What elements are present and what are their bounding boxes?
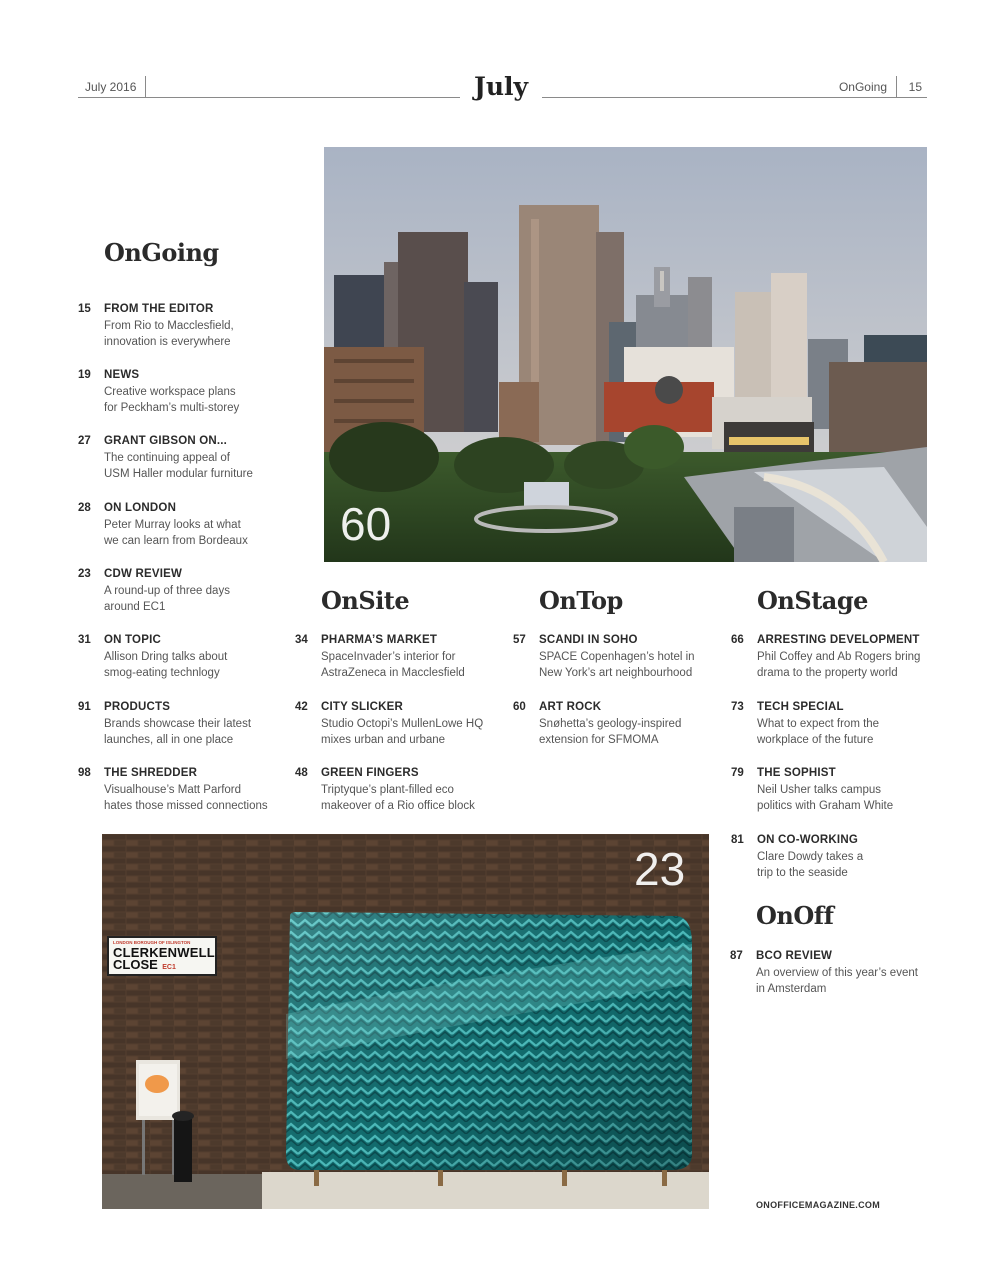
entry-description: in Amsterdam xyxy=(756,983,827,995)
entry-title: GREEN FINGERS xyxy=(321,767,419,779)
toc-entry[interactable] xyxy=(731,832,931,882)
entry-title: THE SHREDDER xyxy=(104,767,198,779)
entry-description: politics with Graham White xyxy=(757,800,894,812)
photo-page-number: 23 xyxy=(634,843,686,895)
entry-page-number: 48 xyxy=(295,767,308,779)
entry-description: trip to the seaside xyxy=(757,867,848,879)
entry-description: mixes urban and urbane xyxy=(321,734,446,746)
toc-entry[interactable] xyxy=(295,765,495,815)
entry-description: Visualhouse’s Matt Parford xyxy=(104,783,242,796)
entry-title: THE SOPHIST xyxy=(757,767,836,779)
entry-description: drama to the property world xyxy=(757,667,898,679)
entry-description: launches, all in one place xyxy=(104,734,234,746)
toc-entry[interactable] xyxy=(731,699,931,749)
street-sign-code: EC1 xyxy=(162,964,176,971)
entry-description: SPACE Copenhagen’s hotel in xyxy=(539,650,695,663)
entry-description: Triptyque’s plant-filled eco xyxy=(321,783,454,796)
entry-description: workplace of the future xyxy=(757,734,874,746)
entry-title: CDW REVIEW xyxy=(104,568,183,580)
entry-description: USM Haller modular furniture xyxy=(104,468,253,480)
entry-page-number: 34 xyxy=(295,634,308,646)
street-sign-line2: CLOSE xyxy=(113,957,158,972)
brick-wall-installation-photo[interactable] xyxy=(102,834,709,1209)
city-skyline-illustration xyxy=(324,147,927,562)
street-sign-borough: LONDON BOROUGH OF ISLINGTON xyxy=(113,940,191,945)
entry-title: BCO REVIEW xyxy=(756,950,833,962)
toc-entry[interactable] xyxy=(78,699,278,749)
entry-description: From Rio to Macclesfield, xyxy=(104,319,234,332)
entry-page-number: 91 xyxy=(78,701,91,713)
entry-page-number: 98 xyxy=(78,767,91,779)
toc-entry[interactable] xyxy=(78,301,278,351)
entry-description: Studio Octopi’s MullenLowe HQ xyxy=(321,717,484,730)
entry-title: CITY SLICKER xyxy=(321,701,404,713)
entry-description: makeover of a Rio office block xyxy=(321,800,475,812)
header-divider xyxy=(145,76,146,98)
street-sign xyxy=(107,936,217,976)
entry-description: Brands showcase their latest xyxy=(104,717,252,730)
section-heading-onstage: OnStage xyxy=(757,586,868,615)
entry-page-number: 27 xyxy=(78,435,91,447)
toc-entry[interactable] xyxy=(78,566,278,616)
entry-description: AstraZeneca in Macclesfield xyxy=(321,667,465,679)
entry-description: New York’s art neighbourhood xyxy=(539,667,693,679)
entry-description: Phil Coffey and Ab Rogers bring xyxy=(757,650,921,663)
entry-title: ON CO-WORKING xyxy=(757,834,858,846)
entry-description: for Peckham’s multi-storey xyxy=(104,402,240,414)
entry-page-number: 60 xyxy=(513,701,526,713)
footer-website[interactable]: ONOFFICEMAGAZINE.COM xyxy=(756,1200,880,1210)
toc-entry[interactable] xyxy=(78,367,278,417)
toc-entry[interactable] xyxy=(295,632,495,682)
entry-description: The continuing appeal of xyxy=(104,451,230,464)
entry-description: extension for SFMOMA xyxy=(539,734,659,746)
entry-title: GRANT GIBSON ON... xyxy=(104,435,228,447)
toc-entry[interactable] xyxy=(731,765,931,815)
entry-page-number: 81 xyxy=(731,834,744,846)
toc-entry[interactable] xyxy=(513,699,713,749)
entry-title: TECH SPECIAL xyxy=(757,701,844,713)
header-section-name: OnGoing xyxy=(838,80,887,94)
entry-description: Neil Usher talks campus xyxy=(757,783,881,796)
section-heading-onsite: OnSite xyxy=(321,586,410,615)
entry-description: Snøhetta’s geology-inspired xyxy=(539,717,682,730)
entry-page-number: 57 xyxy=(513,634,526,646)
header-right-rule xyxy=(542,76,927,98)
entry-page-number: 66 xyxy=(731,634,744,646)
street-sign-line1: CLERKENWELL xyxy=(113,945,215,960)
header-divider xyxy=(896,76,897,98)
entry-description: Creative workspace plans xyxy=(104,385,236,398)
toc-entry[interactable] xyxy=(513,632,713,682)
entry-title: ARRESTING DEVELOPMENT xyxy=(757,634,920,646)
entry-title: FROM THE EDITOR xyxy=(104,303,214,315)
entry-description: Clare Dowdy takes a xyxy=(757,850,864,863)
entry-page-number: 73 xyxy=(731,701,744,713)
photo-page-number: 60 xyxy=(340,498,392,550)
section-heading-onoff: OnOff xyxy=(756,901,834,930)
entry-page-number: 19 xyxy=(78,369,91,381)
page-number: 15 xyxy=(908,80,922,94)
entry-page-number: 79 xyxy=(731,767,744,779)
entry-description: What to expect from the xyxy=(757,717,880,730)
entry-title: PHARMA’S MARKET xyxy=(321,634,438,646)
entry-title: ART ROCK xyxy=(539,701,602,713)
entry-description: innovation is everywhere xyxy=(104,336,231,348)
entry-page-number: 15 xyxy=(78,303,91,315)
entry-description: Allison Dring talks about xyxy=(104,650,228,663)
toc-entry[interactable] xyxy=(78,500,278,550)
toc-entry[interactable] xyxy=(78,433,278,483)
entry-description: hates those missed connections xyxy=(104,800,268,812)
entry-title: ON LONDON xyxy=(104,502,177,514)
toc-entry[interactable] xyxy=(731,632,931,682)
entry-page-number: 31 xyxy=(78,634,91,646)
entry-description: A round-up of three days xyxy=(104,584,230,597)
entry-description: we can learn from Bordeaux xyxy=(104,535,248,547)
page-title: July xyxy=(473,72,529,101)
toc-entry[interactable] xyxy=(78,765,278,815)
issue-date: July 2016 xyxy=(85,80,137,94)
section-heading-ontop: OnTop xyxy=(539,586,623,615)
entry-title: ON TOPIC xyxy=(104,634,161,646)
city-skyline-photo[interactable] xyxy=(324,147,927,562)
entry-description: smog-eating technlogy xyxy=(104,667,220,679)
entry-description: Peter Murray looks at what xyxy=(104,518,241,531)
entry-page-number: 42 xyxy=(295,701,308,713)
entry-title: PRODUCTS xyxy=(104,701,171,713)
entry-title: SCANDI IN SOHO xyxy=(539,634,638,646)
entry-description: around EC1 xyxy=(104,601,166,613)
entry-page-number: 87 xyxy=(730,950,743,962)
entry-page-number: 28 xyxy=(78,502,91,514)
section-heading-ongoing: OnGoing xyxy=(104,238,219,267)
brick-wall-illustration xyxy=(102,834,709,1209)
entry-description: An overview of this year’s event xyxy=(756,966,918,979)
toc-entry[interactable] xyxy=(295,699,495,749)
toc-entry[interactable] xyxy=(78,632,278,682)
header-left-rule xyxy=(78,76,460,98)
entry-description: SpaceInvader’s interior for xyxy=(321,650,456,663)
entry-title: NEWS xyxy=(104,369,140,381)
entry-page-number: 23 xyxy=(78,568,91,580)
toc-entry[interactable] xyxy=(730,948,930,998)
